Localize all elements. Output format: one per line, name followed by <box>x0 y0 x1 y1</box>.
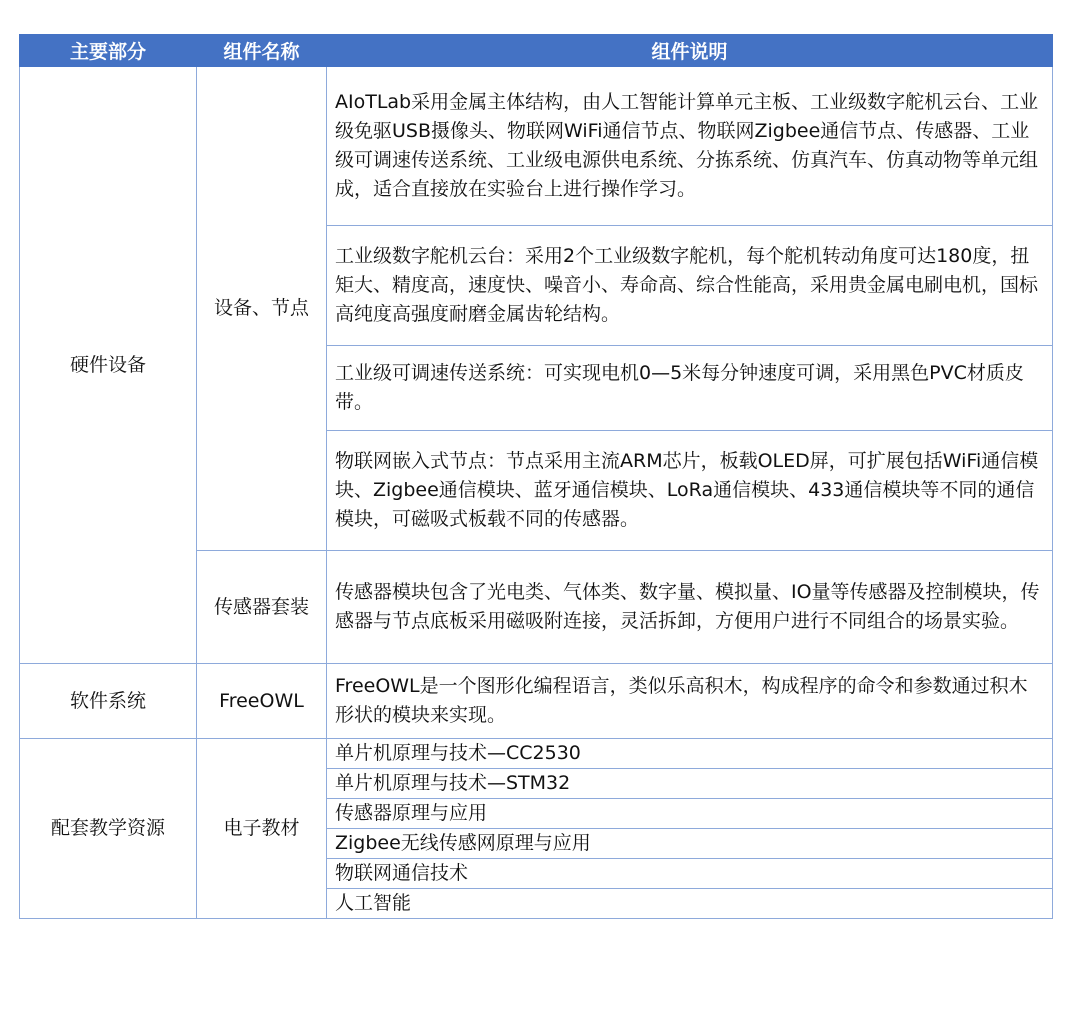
desc-aiotlab: AIoTLab采用金属主体结构，由人工智能计算单元主板、工业级数字舵机云台、工业级免驱USB摄像头、物联网WiFi通信节点、物联网Zigbee通信节点、传感器、工业级可调速传送系统、工业级电源供电系统、分拣系统、仿真汽车、仿真动物等单元组成，适合直接放在实验台上进行操作学习。 <box>327 67 1053 226</box>
component-ebook: 电子教材 <box>197 739 327 919</box>
list-item: 人工智能 <box>327 889 1053 919</box>
component-devices-nodes: 设备、节点 <box>197 67 327 551</box>
table-row <box>20 664 1053 739</box>
list-item: Zigbee无线传感网原理与应用 <box>327 829 1053 859</box>
desc-freeowl: FreeOWL是一个图形化编程语言，类似乐高积木，构成程序的命令和参数通过积木形状的模块来实现。 <box>327 664 1053 739</box>
desc-sensor-kit: 传感器模块包含了光电类、气体类、数字量、模拟量、IO量等传感器及控制模块，传感器与节点底板采用磁吸附连接，灵活拆卸，方便用户进行不同组合的场景实验。 <box>327 551 1053 664</box>
list-item: 单片机原理与技术—CC2530 <box>327 739 1053 769</box>
section-hardware: 硬件设备 <box>20 67 197 664</box>
table-row <box>20 739 1053 769</box>
section-teaching: 配套教学资源 <box>20 739 197 919</box>
header-component-desc: 组件说明 <box>327 35 1053 67</box>
component-freeowl: FreeOWL <box>197 664 327 739</box>
table-row <box>20 67 1053 226</box>
component-table <box>19 34 1053 919</box>
list-item: 传感器原理与应用 <box>327 799 1053 829</box>
desc-conveyor: 工业级可调速传送系统：可实现电机0—5米每分钟速度可调，采用黑色PVC材质皮带。 <box>327 346 1053 431</box>
header-main-part: 主要部分 <box>20 35 197 67</box>
desc-servo-gimbal: 工业级数字舵机云台：采用2个工业级数字舵机，每个舵机转动角度可达180度，扭矩大、精度高，速度快、噪音小、寿命高、综合性能高，采用贵金属电刷电机，国标高纯度高强度耐磨金属齿轮结构。 <box>327 226 1053 346</box>
list-item: 单片机原理与技术—STM32 <box>327 769 1053 799</box>
list-item: 物联网通信技术 <box>327 859 1053 889</box>
desc-iot-node: 物联网嵌入式节点：节点采用主流ARM芯片，板载OLED屏，可扩展包括WiFi通信模块、Zigbee通信模块、蓝牙通信模块、LoRa通信模块、433通信模块等不同的通信模块，可磁吸式板载不同的传感器。 <box>327 431 1053 551</box>
component-sensor-kit: 传感器套装 <box>197 551 327 664</box>
table-header-row <box>20 35 1053 67</box>
section-software: 软件系统 <box>20 664 197 739</box>
header-component-name: 组件名称 <box>197 35 327 67</box>
